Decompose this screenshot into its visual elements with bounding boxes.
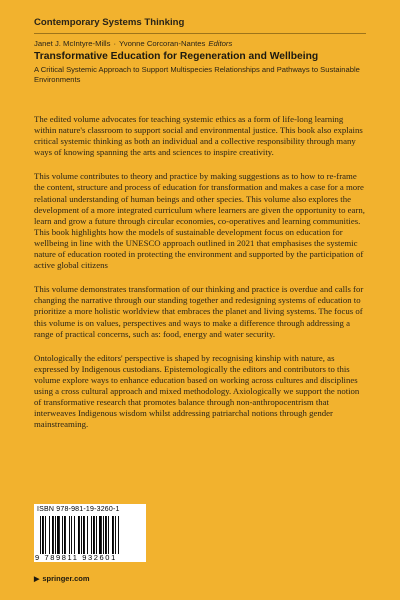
barcode xyxy=(40,516,140,554)
barcode-bar xyxy=(112,516,114,554)
barcode-bar xyxy=(55,516,56,554)
header-rule xyxy=(34,33,366,34)
barcode-bar xyxy=(52,516,54,554)
barcode-bar xyxy=(45,516,46,554)
barcode-bar xyxy=(78,516,80,554)
barcode-bar xyxy=(115,516,116,554)
publisher-url[interactable] xyxy=(34,574,90,583)
barcode-bar xyxy=(49,516,50,554)
barcode-bar xyxy=(99,516,102,554)
book-title: Transformative Education for Regeneration and Wellbeing xyxy=(34,51,319,62)
blurb-paragraph: The edited volume advocates for teaching systemic ethics as a form of life-long learning within nature's classroom to support social and environmental justice. This book also explains critical systemic thinking as both an individual and a collective responsibility through many ways of knowing spanning the arts and sciences to inspire creativity. xyxy=(34,114,363,158)
barcode-bar xyxy=(103,516,104,554)
blurb-paragraph: Ontologically the editors' perspective is shaped by recognising kinship with nature, as expressed by Indigenous custodians. Epistemologically the editors and contributors to this volume explore ways to enhance education based on working across cultures and disciplines using a cross cultural approach and mixed methodology. Axiologically we support the notion of transformative research that promotes balance through non-anthropocentrism that interweaves Indigenous wisdom whilst addressing patriarchal notions through gender mainstreaming. xyxy=(34,352,360,430)
barcode-digits: 9 789811 932601 xyxy=(35,553,117,562)
blurb-paragraph: This volume demonstrates transformation of our thinking and practice is overdue and calls for changing the narrative through our standing together and redesigning systems of education to prioritize a more holistic worldview that embraces the planet and living systems. The focus of this volume is on values, perspectives and ways to make a difference through addressing a range of practical concerns, such as: food, energy and water security. xyxy=(34,284,364,339)
editor-separator: · xyxy=(113,39,117,48)
isbn-number: ISBN 978-981-19-3260-1 xyxy=(37,506,120,513)
editors-line xyxy=(34,39,232,48)
barcode-bar xyxy=(118,516,119,554)
series-name: Contemporary Systems Thinking xyxy=(34,17,185,28)
barcode-bar xyxy=(40,516,41,554)
barcode-bar xyxy=(74,516,75,554)
barcode-bar xyxy=(108,516,109,554)
barcode-bar xyxy=(96,516,97,554)
barcode-bar xyxy=(62,516,63,554)
arrow-right-icon: ▶ xyxy=(34,575,40,583)
isbn-barcode-box xyxy=(34,504,146,562)
publisher-url-text: springer.com xyxy=(42,574,90,583)
barcode-bar xyxy=(69,516,70,554)
book-subtitle: A Critical Systemic Approach to Support Multispecies Relationships and Pathways to Sustainable Environments xyxy=(34,65,360,85)
barcode-bar xyxy=(64,516,66,554)
barcode-bar xyxy=(81,516,82,554)
editor-name: Janet J. McIntyre-Mills xyxy=(34,39,111,48)
barcode-bar xyxy=(42,516,44,554)
blurb xyxy=(34,114,366,443)
editor-name: Yvonne Corcoran-Nantes xyxy=(119,39,206,48)
barcode-bar xyxy=(57,516,60,554)
barcode-bar xyxy=(83,516,85,554)
barcode-bar xyxy=(93,516,95,554)
barcode-bar xyxy=(105,516,107,554)
barcode-bar xyxy=(91,516,92,554)
barcode-bar xyxy=(87,516,88,554)
editors-role: Editors xyxy=(208,39,233,48)
barcode-bar xyxy=(71,516,72,554)
blurb-paragraph: This volume contributes to theory and practice by making suggestions as to how to re-frame the content, structure and process of education for transformation and makes a case for a more relational understanding of human beings and other species. This volume also explores the development of a more integrated curriculum where learners are given the opportunity to earn, learn and grow a future through circular economies, co-operatives and learning communities. This book highlights how the models of sustainable development focus on education for wellbeing in line with the UNESCO approach outlined in 2021 that emphasises the systemic nature of education rooted in protecting the environment and supported by the participation of active global citizens xyxy=(34,171,365,271)
